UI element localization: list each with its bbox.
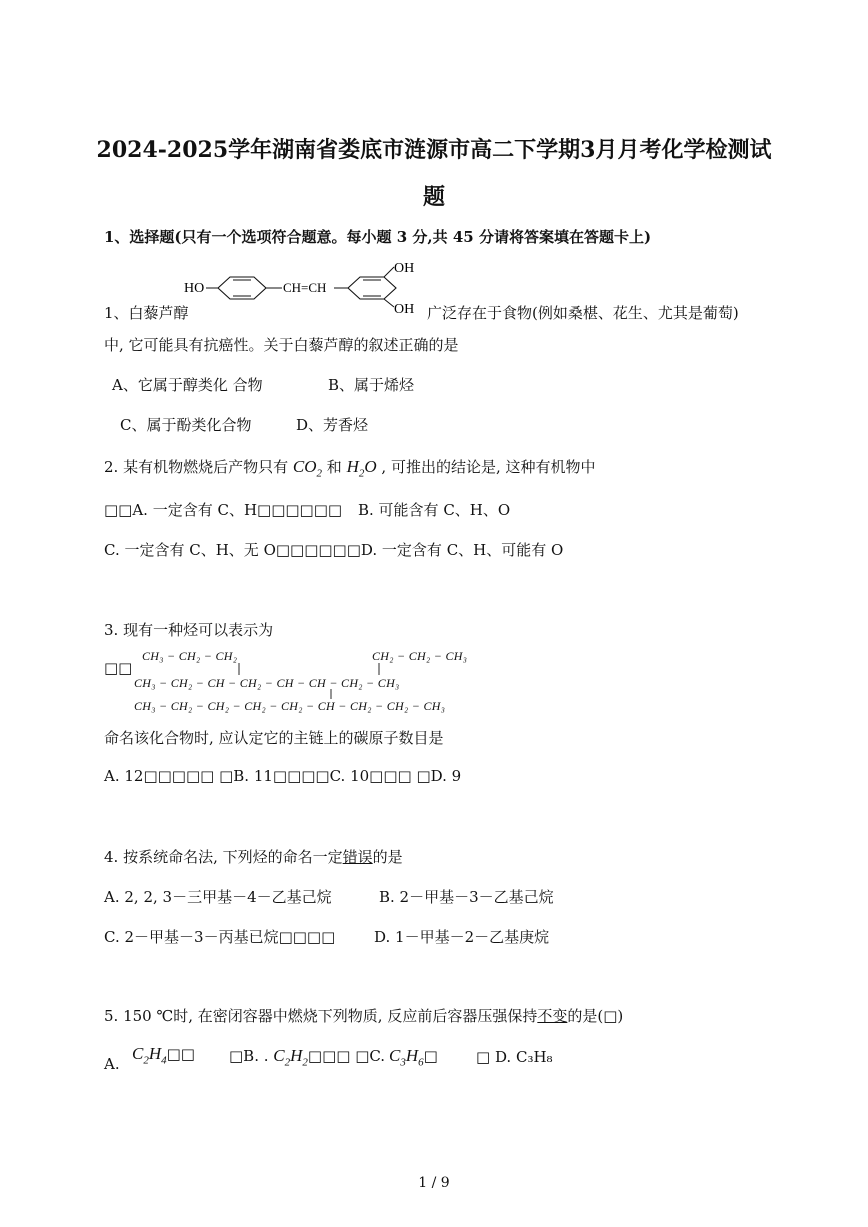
q5-option-a-label: A.	[104, 1055, 120, 1073]
q1-option-c: C、属于酚类化合物	[120, 416, 252, 434]
struct-ho-left: HO	[184, 281, 205, 296]
doc-title-line2: 题	[422, 184, 445, 210]
q1-option-b: B、属于烯烃	[328, 376, 415, 394]
q1-line2: 中, 它可能具有抗癌性。关于白藜芦醇的叙述正确的是	[104, 336, 459, 354]
resveratrol-structure	[182, 255, 427, 317]
q1-option-d: D、芳香烃	[296, 416, 369, 434]
q5-option-c: $C_3H_6□$	[389, 1046, 438, 1069]
q5-stem: 5. 150 ℃时, 在密闭容器中燃烧下列物质, 反应前后容器压强保持不变的是(□)	[104, 1007, 624, 1025]
struct-bridge: CH=CH	[283, 280, 327, 295]
doc-title-line1: 2024-2025学年湖南省娄底市涟源市高二下学期3月月考化学检测试	[96, 137, 772, 163]
q5-option-a: $C_2H_4□□$	[132, 1044, 195, 1067]
struct-oh-bottom: OH	[394, 302, 415, 317]
q3-line2: 命名该化合物时, 应认定它的主链上的碳原子数目是	[104, 729, 444, 747]
q1-suffix: 广泛存在于食物(例如桑椹、花生、尤其是葡萄)	[427, 304, 739, 322]
q4-option-b: B. 2－甲基－3－乙基己烷	[379, 888, 554, 906]
q2-option-b: B. 可能含有 C、H、O	[358, 501, 511, 519]
q4-option-c: C. 2－甲基－3－丙基已烷□□□□	[104, 928, 336, 946]
q3-boxes: □□	[104, 659, 133, 677]
co2-formula: $CO_2$	[292, 457, 322, 480]
q1-prefix: 1、白藜芦醇	[104, 304, 189, 322]
page-number: 1 / 9	[418, 1175, 450, 1191]
q1-option-a: A、它属于醇类化 合物	[112, 376, 263, 394]
q3-chain-row1-left: CH₃ − CH₂ − CH₂	[142, 649, 238, 663]
c3h6-formula: $C_3H_6$	[389, 1046, 424, 1069]
q3-chain-row2: CH₃ − CH₂ − CH − CH₂ − CH − CH − CH₂ − CH₃	[134, 676, 400, 690]
c2h2-formula: $C_2H_2$	[273, 1046, 308, 1069]
q2-option-a: □□A. 一定含有 C、H□□□□□□	[104, 501, 343, 519]
struct-oh-top: OH	[394, 261, 415, 276]
q4-stem-underline: 错误	[342, 848, 373, 866]
q2-stem-post: , 可推出的结论是, 这种有机物中	[381, 458, 596, 476]
section-heading: 1、选择题(只有一个选项符合题意。每小题 3 分,共 45 分请将答案填在答题卡上)	[104, 228, 652, 246]
q2-options-cd: C. 一定含有 C、H、无 O□□□□□□D. 一定含有 C、H、可能有 O	[104, 541, 564, 559]
q5-option-d: □ D. C₃H₈	[476, 1048, 553, 1066]
q2-and: 和	[326, 458, 342, 476]
q5-stem-underline: 不变	[537, 1007, 568, 1025]
q4-option-a: A. 2, 2, 3－三甲基－4－乙基己烷	[104, 888, 332, 906]
q3-chain-row1-right: CH₂ − CH₂ − CH₃	[372, 649, 468, 663]
q5-option-b: □B. . $C_2H_2□□□$ □C.	[229, 1046, 386, 1069]
h2o-formula: $H_2O$	[346, 457, 377, 480]
q2-stem	[104, 456, 596, 479]
q4-option-d: D. 1－甲基－2－乙基庚烷	[374, 928, 550, 946]
c2h4-formula: $C_2H_4$	[132, 1044, 167, 1067]
q4-stem: 4. 按系统命名法, 下列烃的命名一定错误的是	[104, 848, 403, 866]
q2-stem-pre: 2. 某有机物燃烧后产物只有	[104, 458, 289, 476]
q3-stem: 3. 现有一种烃可以表示为	[104, 621, 274, 639]
q3-chain-row3: CH₃ − CH₂ − CH₂ − CH₂ − CH₂ − CH − CH₂ − CH₂ − CH₃	[134, 699, 446, 713]
q3-options: A. 12□□□□□ □B. 11□□□□C. 10□□□ □D. 9	[104, 767, 462, 785]
